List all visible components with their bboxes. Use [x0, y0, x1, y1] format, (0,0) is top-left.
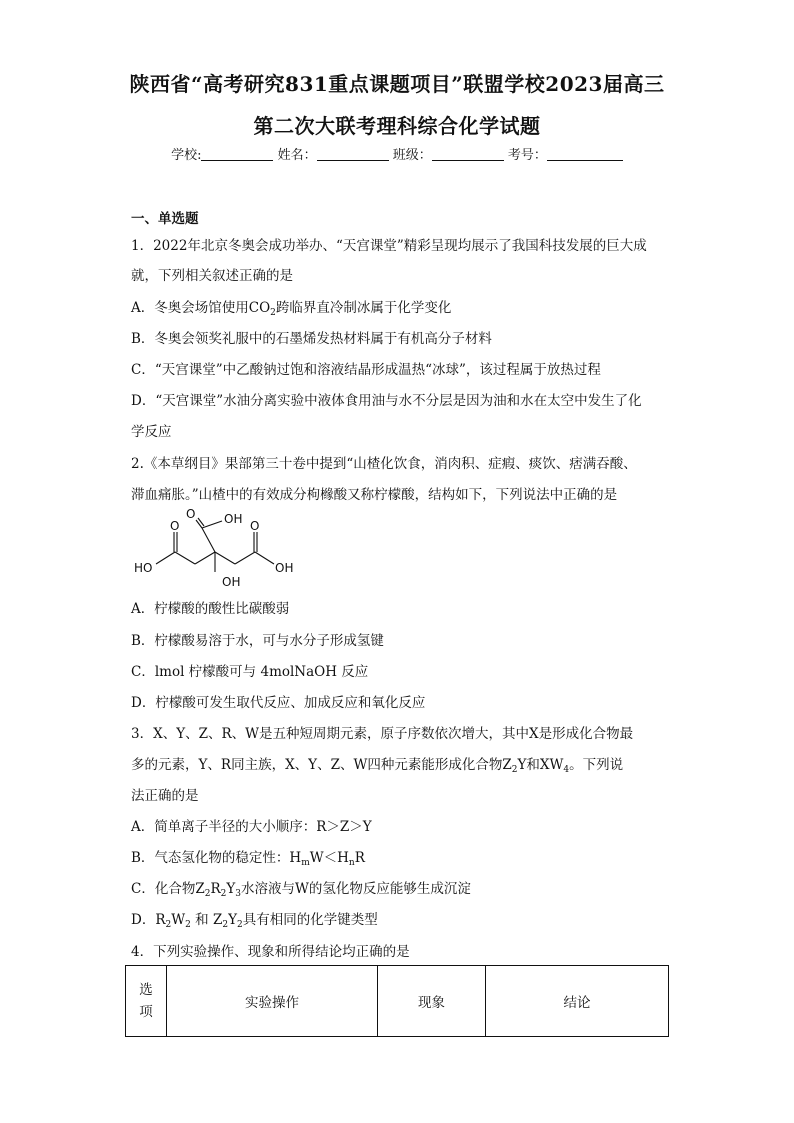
q2-option-d[interactable]: D．柠檬酸可发生取代反应、加成反应和氧化反应 — [131, 695, 426, 711]
q3-stem-line2 — [131, 753, 623, 773]
q3-option-c[interactable] — [131, 877, 471, 897]
q3-d-s4: 2 — [236, 920, 243, 930]
q2-option-a[interactable]: A．柠檬酸的酸性比碳酸弱 — [131, 601, 290, 617]
exam-number-blank[interactable] — [547, 146, 623, 161]
q1-stem-line2: 就，下列相关叙述正确的是 — [131, 268, 293, 284]
label-oh-right: OH — [275, 561, 294, 575]
q2-stem-line2: 滞血痛胀。”山楂中的有效成分枸橼酸又称柠檬酸，结构如下，下列说法中正确的是 — [131, 487, 618, 503]
q3-b-s2: n — [348, 858, 355, 868]
q3-option-b[interactable] — [131, 846, 365, 866]
q3-d-s3: 2 — [222, 920, 229, 930]
q2-option-b[interactable]: B．柠檬酸易溶于水，可与水分子形成氢键 — [131, 633, 384, 649]
label-o-top-middle: O — [186, 508, 196, 521]
q3-c-t2: R — [210, 881, 221, 897]
q3-stem-text: 多的元素，Y、R同主族，X、Y、Z、W四种元素能形成化合物Z — [131, 757, 512, 773]
q1-option-a[interactable] — [131, 296, 451, 316]
q1-option-a-text: A．冬奥会场馆使用CO — [131, 300, 271, 316]
exam-number-label: 考号： — [507, 148, 547, 163]
q1-option-a-text2: 跨临界直冷制冰属于化学变化 — [275, 300, 452, 316]
label-ho-left: HO — [134, 561, 153, 575]
q3-c-s3: 3 — [235, 889, 242, 899]
label-oh-top: OH — [224, 512, 243, 526]
q3-c-t1: C．化合物Z — [131, 881, 205, 897]
name-blank[interactable] — [317, 146, 389, 161]
bond-left-c-oh — [156, 552, 175, 564]
q3-d-t3: 和 Z — [190, 912, 223, 928]
q3-option-a[interactable]: A．简单离子半径的大小顺序：R＞Z＞Y — [131, 819, 372, 835]
q3-stem-text3: 。下列说 — [569, 757, 624, 773]
q3-stem-sub1: 2 — [511, 765, 518, 775]
q3-d-t4: Y — [228, 912, 237, 928]
q1-option-a-sub: 2 — [270, 308, 276, 318]
school-label: 学校: — [171, 148, 202, 163]
q2-option-c[interactable]: C．lmol 柠檬酸可与 4molNaOH 反应 — [131, 664, 369, 680]
bond-left-chain — [175, 552, 195, 564]
q1-option-b[interactable]: B．冬奥会领奖礼服中的石墨烯发热材料属于有机高分子材料 — [131, 331, 492, 347]
bond-right-c-oh — [255, 552, 274, 564]
q3-d-s1: 2 — [165, 920, 172, 930]
school-blank[interactable] — [201, 146, 273, 161]
q3-b-t2: W＜H — [309, 850, 349, 866]
q1-option-d-line2: 学反应 — [131, 424, 172, 440]
q2-stem-line1: 2.《本草纲目》果部第三十卷中提到“山楂化饮食，消肉积、症瘕、痰饮、痞满吞酸、 — [131, 456, 637, 472]
section-heading: 一、单选题 — [131, 211, 199, 227]
q3-stem-text2: Y和XW — [517, 757, 564, 773]
bond-left-ch2-c — [195, 552, 215, 564]
q3-stem-line1: 3．X、Y、Z、R、W是五种短周期元素，原子序数依次增大，其中X是形成化合物最 — [131, 726, 634, 742]
q3-c-t4: 水溶液与W的氢化物反应能够生成沉淀 — [241, 881, 471, 897]
label-o-right: O — [250, 519, 260, 533]
label-o-left: O — [170, 519, 180, 533]
bond-right-ch2-c — [235, 552, 255, 564]
header-conclusion: 结论 — [486, 966, 669, 1037]
q1-stem-line1: 1．2022年北京冬奥会成功举办、“天宫课堂”精彩呈现均展示了我国科技发展的巨大成 — [131, 238, 647, 254]
q4-stem: 4．下列实验操作、现象和所得结论均正确的是 — [131, 944, 410, 960]
q1-option-c[interactable]: C．“天宫课堂”中乙酸钠过饱和溶液结晶形成温热“冰球”，该过程属于放热过程 — [131, 362, 601, 378]
bond-top-c-o-double-b — [198, 518, 204, 526]
q3-option-d[interactable] — [131, 908, 378, 928]
q3-d-t2: W — [171, 912, 186, 928]
class-label: 班级： — [392, 148, 432, 163]
q3-stem-line3: 法正确的是 — [131, 788, 199, 804]
table-header-row — [126, 966, 669, 1037]
header-phenomenon: 现象 — [378, 966, 486, 1037]
q3-d-s2: 2 — [185, 920, 191, 930]
q3-d-t5: 具有相同的化学键类型 — [242, 912, 378, 928]
q3-c-s1: 2 — [204, 889, 211, 899]
q3-c-s2: 2 — [220, 889, 227, 899]
q3-c-t3: Y — [226, 881, 236, 897]
label-oh-center: OH — [222, 575, 241, 589]
bond-right-chain — [215, 552, 235, 564]
student-info-row — [0, 144, 794, 163]
name-label: 姓名： — [277, 148, 317, 163]
class-blank[interactable] — [432, 146, 504, 161]
exam-title-line2: 第二次大联考理科综合化学试题 — [253, 114, 541, 138]
q3-b-s1: m — [301, 858, 310, 868]
exam-title-line1: 陕西省“高考研究831重点课题项目”联盟学校2023届高三 — [129, 72, 665, 96]
q3-b-t3: R — [354, 850, 365, 866]
bond-top-c-o-double-a — [196, 520, 202, 528]
header-option-char1: 选 — [139, 982, 153, 998]
q3-stem-sub2: 4 — [563, 765, 570, 775]
header-option-char2: 项 — [139, 1004, 153, 1020]
header-option — [126, 966, 167, 1037]
q3-d-t1: D．R — [131, 912, 166, 928]
bond-center-carboxyl — [202, 528, 215, 552]
experiment-table — [125, 965, 669, 1037]
bond-top-c-oh — [202, 521, 222, 528]
q1-option-d-line1[interactable]: D．“天宫课堂”水油分离实验中液体食用油与水不分层是因为油和水在太空中发生了化 — [131, 393, 642, 409]
citric-acid-structure — [130, 508, 320, 593]
q3-b-t1: B．气态氢化物的稳定性：H — [131, 850, 302, 866]
header-operation: 实验操作 — [167, 966, 378, 1037]
